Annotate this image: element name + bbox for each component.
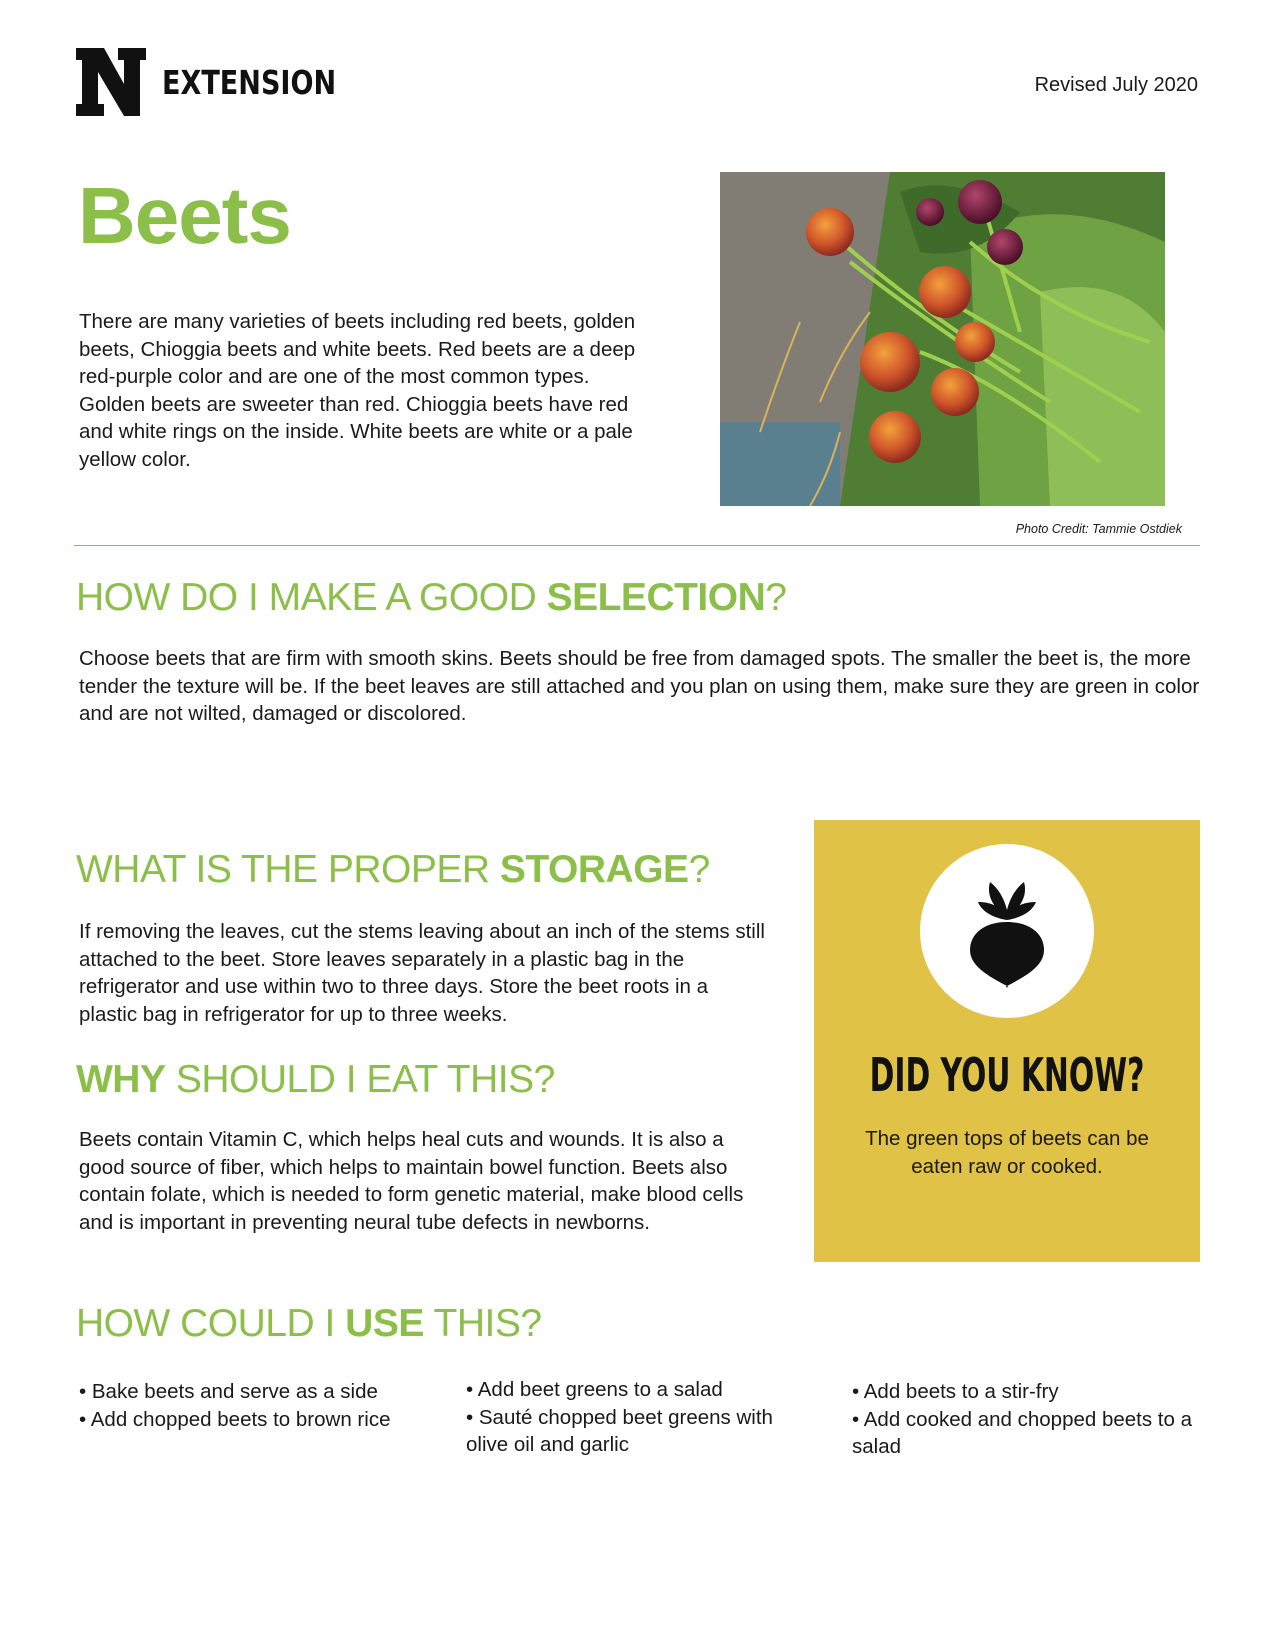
why-heading: WHY SHOULD I EAT THIS?	[76, 1058, 555, 1101]
revised-date: Revised July 2020	[1034, 74, 1198, 96]
use-heading: HOW COULD I USE THIS?	[76, 1302, 542, 1345]
use-list-3	[852, 1378, 1192, 1461]
nebraska-n-icon	[74, 46, 148, 118]
selection-heading: HOW DO I MAKE A GOOD SELECTION?	[76, 576, 787, 619]
beet-icon-circle	[920, 844, 1094, 1018]
page-title: Beets	[78, 171, 291, 260]
list-item: • Add cooked and chopped beets to a salad	[852, 1407, 1193, 1458]
list-item: • Add beets to a stir-fry	[852, 1380, 1059, 1403]
list-item: • Sauté chopped beet greens with olive oil and garlic	[466, 1405, 773, 1456]
list-item: • Add beet greens to a salad	[466, 1378, 723, 1401]
divider	[74, 545, 1200, 546]
logo-text: EXTENSION	[162, 62, 337, 102]
extension-logo	[74, 46, 374, 118]
selection-text: Choose beets that are firm with smooth skins. Beets should be free from damaged spots. The smaller the beet is, the more tender the texture will be. If the beet leaves are still attached and you plan on using them, make sure they are green in color and are not wilted, damaged or discolored.	[79, 647, 1200, 725]
did-you-know-title: DID YOU KNOW?	[869, 1048, 1145, 1102]
did-you-know-text: The green tops of beets can be eaten raw or cooked.	[865, 1127, 1149, 1178]
photo-credit: Photo Credit: Tammie Ostdiek	[1015, 522, 1182, 536]
why-text: Beets contain Vitamin C, which helps heal cuts and wounds. It is also a good source of fiber, which helps to maintain bowel function. Beets also contain folate, which is needed to form genetic material, make blood cells and is important in preventing neural tube defects in newborns.	[79, 1128, 744, 1234]
storage-heading: WHAT IS THE PROPER STORAGE?	[76, 848, 710, 891]
did-you-know-box	[814, 820, 1200, 1262]
use-list-1	[79, 1378, 439, 1433]
list-item: • Add chopped beets to brown rice	[79, 1407, 391, 1431]
intro-paragraph: There are many varieties of beets including red beets, golden beets, Chioggia beets and white beets. Red beets are a deep red-purple color and are one of the most common types. Golden beets are sweeter than red. Chioggia beets have red and white rings on the inside. White beets are white or a pale yellow color.	[79, 310, 636, 471]
storage-text: If removing the leaves, cut the stems leaving about an inch of the stems still attached to the beet. Store leaves separately in a plastic bag in the refrigerator and use within two to three days. Store the beet roots in a plastic bag in refrigerator for up to three weeks.	[79, 920, 765, 1026]
list-item: • Bake beets and serve as a side	[79, 1380, 378, 1403]
use-list-2	[466, 1376, 811, 1459]
beet-icon	[964, 878, 1050, 988]
beets-photo	[720, 172, 1165, 506]
